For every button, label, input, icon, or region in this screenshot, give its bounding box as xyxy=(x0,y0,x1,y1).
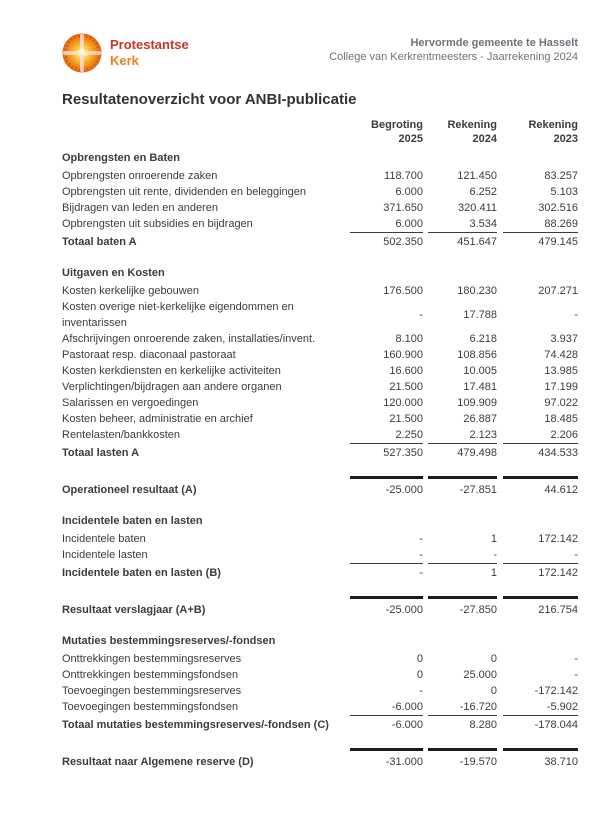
row-label: Onttrekkingen bestemmingsfondsen xyxy=(62,669,239,681)
cell-value: 2.250 xyxy=(395,429,423,441)
row-label: Kosten beheer, administratie en archief xyxy=(62,413,253,425)
table-row xyxy=(62,395,578,411)
column-header-label: Rekening xyxy=(528,119,578,131)
table-row xyxy=(62,596,578,618)
table-column-headers xyxy=(62,118,578,146)
column-header-year: 2023 xyxy=(553,133,578,145)
row-label: Totaal mutaties bestemmingsreserves/-fondsen (C) xyxy=(62,719,329,731)
table-row xyxy=(62,651,578,667)
row-label: Opbrengsten uit subsidies en bijdragen xyxy=(62,218,253,230)
cell-value: - xyxy=(419,309,423,321)
row-label: Opbrengsten uit rente, dividenden en beleggingen xyxy=(62,186,307,198)
cell-value: 479.498 xyxy=(428,443,497,461)
cell-value: 17.788 xyxy=(463,309,497,321)
table-row xyxy=(62,427,578,443)
row-label: Kosten overige niet-kerkelijke eigendommen en inventarissen xyxy=(62,301,294,329)
cell-value: - xyxy=(574,309,578,321)
table-row xyxy=(62,363,578,379)
table-row xyxy=(62,283,578,299)
table-row xyxy=(62,216,578,232)
row-label: Toevoegingen bestemmingsreserves xyxy=(62,685,242,697)
table-section xyxy=(62,476,578,498)
table-row xyxy=(62,547,578,563)
column-header-2025 xyxy=(350,118,423,146)
cell-value: - xyxy=(574,669,578,681)
cell-value: 13.985 xyxy=(544,365,578,377)
table-section xyxy=(62,265,578,461)
cell-value: 451.647 xyxy=(428,232,497,250)
table-row xyxy=(62,443,578,461)
cell-value: - xyxy=(419,549,423,561)
cell-value: 21.500 xyxy=(389,413,423,425)
cell-value: 8.100 xyxy=(395,333,423,345)
row-label: Incidentele baten en lasten (B) xyxy=(62,567,221,579)
cell-value: 6.218 xyxy=(469,333,497,345)
table-section xyxy=(62,748,578,770)
logo-text-line2: Kerk xyxy=(110,53,139,68)
cell-value: -6.000 xyxy=(350,715,423,733)
cell-value: -6.000 xyxy=(391,701,423,713)
table-row xyxy=(62,347,578,363)
cell-value: 1 xyxy=(428,563,497,581)
row-label: Totaal baten A xyxy=(62,236,137,248)
cell-value: -27.851 xyxy=(428,476,497,498)
protestantse-kerk-logo xyxy=(62,33,189,73)
cell-value: 109.909 xyxy=(457,397,497,409)
cell-value: 6.000 xyxy=(395,186,423,198)
cell-value: -5.902 xyxy=(546,701,578,713)
row-label: Afschrijvingen onroerende zaken, installaties/invent. xyxy=(62,333,316,345)
row-label: Onttrekkingen bestemmingsreserves xyxy=(62,653,242,665)
section-title: Mutaties bestemmingsreserves/-fondsen xyxy=(62,635,276,647)
cell-value: 38.710 xyxy=(503,748,578,770)
column-header-2024 xyxy=(428,118,497,146)
table-row xyxy=(62,299,578,331)
cell-value: 160.900 xyxy=(383,349,423,361)
sunburst-cross-dove-icon xyxy=(62,33,102,73)
cell-value: - xyxy=(493,549,497,561)
cell-value: 8.280 xyxy=(428,715,497,733)
row-label: Kosten kerkelijke gebouwen xyxy=(62,285,199,297)
cell-value: - xyxy=(350,563,423,581)
cell-value: 17.481 xyxy=(463,381,497,393)
cell-value: -27.850 xyxy=(428,596,497,618)
table-row xyxy=(62,379,578,395)
table-row xyxy=(62,748,578,770)
cell-value: - xyxy=(574,549,578,561)
row-label: Toevoegingen bestemmingsfondsen xyxy=(62,701,239,713)
table-row xyxy=(62,563,578,581)
cell-value: 434.533 xyxy=(503,443,578,461)
cell-value: 180.230 xyxy=(457,285,497,297)
cell-value: 1 xyxy=(490,533,497,545)
cell-value: -25.000 xyxy=(350,596,423,618)
table-row xyxy=(62,184,578,200)
organization-subtitle: College van Kerkrentmeesters - Jaarrekening 2024 xyxy=(329,51,578,63)
cell-value: 216.754 xyxy=(503,596,578,618)
cell-value: 302.516 xyxy=(538,202,578,214)
cell-value: 3.534 xyxy=(469,218,497,230)
table-row xyxy=(62,168,578,184)
cell-value: -172.142 xyxy=(534,685,578,697)
cell-value: 5.103 xyxy=(550,186,578,198)
section-title: Uitgaven en Kosten xyxy=(62,267,165,279)
row-label: Incidentele baten xyxy=(62,533,146,545)
cell-value: 502.350 xyxy=(350,232,423,250)
cell-value: 16.600 xyxy=(389,365,423,377)
table-row xyxy=(62,331,578,347)
organization-name: Hervormde gemeente te Hasselt xyxy=(410,37,578,49)
table-section xyxy=(62,513,578,581)
cell-value: 0 xyxy=(416,653,423,665)
section-title: Incidentele baten en lasten xyxy=(62,515,203,527)
cell-value: 25.000 xyxy=(463,669,497,681)
cell-value: -16.720 xyxy=(459,701,497,713)
cell-value: 118.700 xyxy=(384,170,423,182)
table-row xyxy=(62,476,578,498)
cell-value: 6.000 xyxy=(395,218,423,230)
cell-value: 0 xyxy=(416,669,423,681)
row-label: Opbrengsten onroerende zaken xyxy=(62,170,218,182)
row-label: Totaal lasten A xyxy=(62,447,140,459)
cell-value: 17.199 xyxy=(544,381,578,393)
cell-value: 44.612 xyxy=(503,476,578,498)
cell-value: 2.123 xyxy=(469,429,497,441)
section-title: Opbrengsten en Baten xyxy=(62,152,180,164)
table-section xyxy=(62,150,578,250)
row-label: Resultaat naar Algemene reserve (D) xyxy=(62,756,254,768)
cell-value: 371.650 xyxy=(383,202,423,214)
cell-value: 207.271 xyxy=(538,285,578,297)
results-table xyxy=(62,150,578,770)
table-row xyxy=(62,200,578,216)
table-section xyxy=(62,633,578,733)
column-header-label: Rekening xyxy=(447,119,497,131)
cell-value: -19.570 xyxy=(428,748,497,770)
cell-value: -25.000 xyxy=(350,476,423,498)
column-header-year: 2025 xyxy=(398,133,423,145)
cell-value: -178.044 xyxy=(503,715,578,733)
document-header xyxy=(62,33,578,73)
row-label: Kosten kerkdiensten en kerkelijke activiteiten xyxy=(62,365,281,377)
row-label: Verplichtingen/bijdragen aan andere organen xyxy=(62,381,282,393)
logo-wordmark xyxy=(110,37,189,69)
cell-value: 88.269 xyxy=(544,218,578,230)
row-label: Operationeel resultaat (A) xyxy=(62,484,197,496)
cell-value: 320.411 xyxy=(458,202,497,214)
cell-value: 18.485 xyxy=(544,413,578,425)
table-section xyxy=(62,596,578,618)
cell-value: 120.000 xyxy=(383,397,423,409)
cell-value: -31.000 xyxy=(350,748,423,770)
cell-value: 0 xyxy=(490,653,497,665)
table-row xyxy=(62,715,578,733)
row-label: Pastoraat resp. diaconaal pastoraat xyxy=(62,349,236,361)
column-header-label: Begroting xyxy=(371,119,423,131)
column-headers-spacer xyxy=(62,118,350,146)
document-header-right xyxy=(329,33,578,64)
cell-value: 6.252 xyxy=(469,186,497,198)
table-row xyxy=(62,232,578,250)
cell-value: 108.856 xyxy=(457,349,497,361)
row-label: Bijdragen van leden en anderen xyxy=(62,202,218,214)
cell-value: 527.350 xyxy=(350,443,423,461)
cell-value: 97.022 xyxy=(544,397,578,409)
table-row xyxy=(62,683,578,699)
logo-text-line1: Protestantse xyxy=(110,37,189,52)
cell-value: 21.500 xyxy=(389,381,423,393)
row-label: Resultaat verslagjaar (A+B) xyxy=(62,604,206,616)
cell-value: 74.428 xyxy=(544,349,578,361)
page-title: Resultatenoverzicht voor ANBI-publicatie xyxy=(62,91,357,108)
table-row xyxy=(62,411,578,427)
cell-value: 176.500 xyxy=(383,285,423,297)
table-row xyxy=(62,667,578,683)
column-header-2023 xyxy=(503,118,578,146)
cell-value: - xyxy=(419,685,423,697)
column-header-year: 2024 xyxy=(472,133,497,145)
cell-value: 83.257 xyxy=(544,170,578,182)
table-row xyxy=(62,531,578,547)
cell-value: 2.206 xyxy=(550,429,578,441)
row-label: Rentelasten/bankkosten xyxy=(62,429,181,441)
cell-value: 172.142 xyxy=(503,563,578,581)
cell-value: 479.145 xyxy=(503,232,578,250)
cell-value: 172.142 xyxy=(538,533,578,545)
row-label: Salarissen en vergoedingen xyxy=(62,397,199,409)
cell-value: 3.937 xyxy=(550,333,578,345)
cell-value: 10.005 xyxy=(463,365,497,377)
cell-value: 26.887 xyxy=(463,413,497,425)
cell-value: - xyxy=(574,653,578,665)
row-label: Incidentele lasten xyxy=(62,549,148,561)
cell-value: - xyxy=(419,533,423,545)
cell-value: 121.450 xyxy=(457,170,497,182)
table-row xyxy=(62,699,578,715)
cell-value: 0 xyxy=(490,685,497,697)
